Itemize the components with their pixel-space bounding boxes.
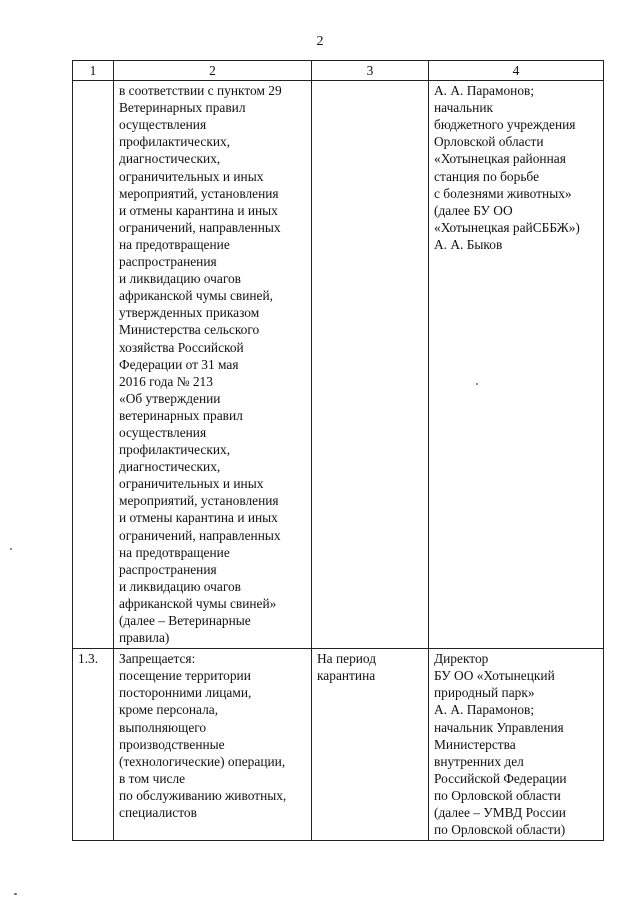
header-col-2: 2 [114, 61, 312, 81]
table-header-row [73, 61, 604, 81]
period-text: На период карантина [312, 649, 429, 841]
period-text [312, 81, 429, 649]
header-col-4: 4 [429, 61, 604, 81]
header-col-3: 3 [312, 61, 429, 81]
scan-speck [10, 548, 12, 550]
measures-table [72, 60, 604, 841]
table-row [73, 81, 604, 649]
page-number: 2 [316, 34, 324, 49]
item-number: 1.3. [73, 649, 114, 841]
scan-speck [14, 893, 17, 895]
responsible-text: А. А. Парамонов; начальник бюджетного учреждения Орловской области «Хотынецкая районная станция по борьбе с болезнями животных» (далее БУ ОО «Хотынецкая райСББЖ») А. А. Быков [429, 81, 604, 649]
responsible-text: Директор БУ ОО «Хотынецкий природный парк» А. А. Парамонов; начальник Управления Министерства внутренних дел Российской Федерации по Орловской области (далее – УМВД России по Орловской области) [429, 649, 604, 841]
header-col-1: 1 [73, 61, 114, 81]
scan-speck [476, 383, 478, 385]
measure-text: Запрещается: посещение территории посторонними лицами, кроме персонала, выполняющего производственные (технологические) операции, в том числе по обслуживанию животных, специалистов [114, 649, 312, 841]
table-row [73, 649, 604, 841]
measure-text: в соответствии с пунктом 29 Ветеринарных правил осуществления профилактических, диагностических, ограничительных и иных мероприятий, установления и отмены карантина и иных ограничений, направленных на предотвращение распространения и ликвидацию очагов африканской чумы свиней, утвержденных приказом Министерства сельского хозяйства Российской Федерации от 31 мая 2016 года № 213 «Об утверждении ветеринарных правил осуществления профилактических, диагностических, ограничительных и иных мероприятий, установления и отмены карантина и иных ограничений, направленных на предотвращение распространения и ликвидацию очагов африканской чумы свиней» (далее – Ветеринарные правила) [114, 81, 312, 649]
item-number [73, 81, 114, 649]
